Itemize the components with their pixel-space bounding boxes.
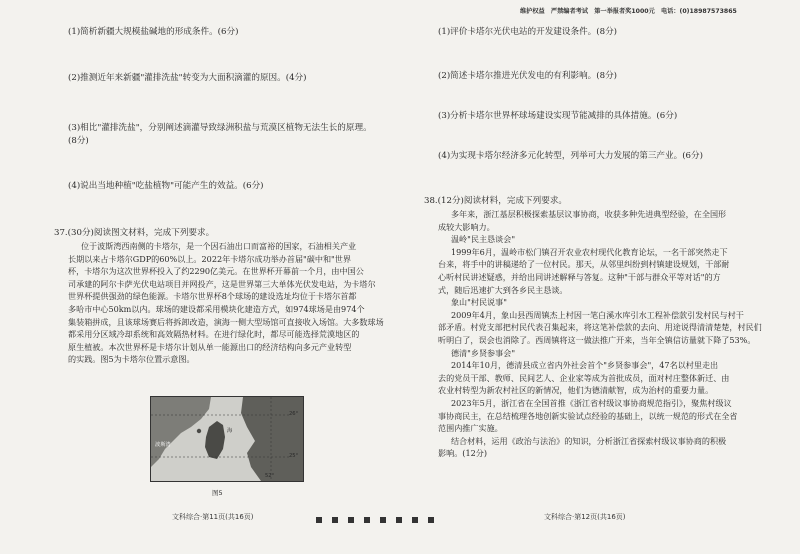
map-longitude-52: 52° <box>265 473 275 479</box>
q38-line: 2014年10月，德清县成立省内外社会首个"乡贤参事会"，47名以村里走出 <box>450 360 719 371</box>
q38-line: 范围内推广实施。 <box>438 423 503 434</box>
q38-subtitle: 温岭"民主恳谈会" <box>450 234 516 245</box>
marker-square <box>412 517 418 523</box>
q37-line: 世界杯提供强劲的绿色能源。卡塔尔世界杯8个球场的建设选址均位于卡塔尔首都 <box>68 291 357 302</box>
right-question-3: (3)分析卡塔尔世界杯球场建设实现节能减排的具体措施。(6分) <box>438 111 678 121</box>
marker-square <box>380 517 386 523</box>
q37-line: 司承建的阿尔卡萨光伏电站项目并网投产，这是世界第三大单体光伏发电站，为卡塔尔 <box>68 278 376 289</box>
q37-line: 集装箱拼成，且该球场赛后将拆卸改造，演海一侧大型场馆可直接收入场馆。大多数球场 <box>68 316 384 327</box>
q38-question: 结合材料，运用《政治与法治》的知识，分析浙江省探索村级议事协商的积极 <box>450 435 727 446</box>
q37-line: 的实践。图5为卡塔尔位置示意图。 <box>68 354 195 365</box>
question-37-material <box>68 240 398 366</box>
marker-square <box>316 517 322 523</box>
left-question-3-line2: (8分) <box>68 136 89 146</box>
left-footer: 文科综合·第11页(共16页) <box>172 513 254 521</box>
marker-square <box>364 517 370 523</box>
header-warning: 维护权益 严禁编者考试 第一举报者奖1000元 电话：(0)18987573865 <box>520 8 737 15</box>
right-question-4: (4)为实现卡塔尔经济多元化转型，列举可大力发展的第三产业。(6分) <box>438 151 703 161</box>
q37-line: 多哈市中心50km以内。球场的建设都采用模块化建造方式，如974球场是由974个 <box>68 303 365 314</box>
q38-line: 事协商民主，在总结梳理各地创新实验试点经验的基础上，以统一规范的形式在全省 <box>438 410 738 421</box>
q37-line: 杯，卡塔尔为这次世界杯投入了约2290亿美元。在世界杯开幕前一个月，由中国公 <box>68 266 364 277</box>
q38-subtitle: 象山"村民说事" <box>450 297 507 308</box>
marker-square <box>396 517 402 523</box>
q38-line: 去的党员干部、教师、民间艺人、企业家等成为首批成员，面对村庄整体新迁、由 <box>438 372 730 383</box>
map-label-gulf: 波斯湾 <box>155 442 171 448</box>
map-label-sea: 海 <box>227 428 233 434</box>
q37-line: 都采用分区域冷却系统和高效隔热材料。在进行绿化时，都尽可能选择荒漠地区的 <box>68 329 360 340</box>
question-38-title: 38.(12分)阅读材料，完成下列要求。 <box>424 196 568 206</box>
qatar-location-map <box>150 396 304 482</box>
q38-line: 心听村民讲述疑惑，并给出同讲述解释与答复。这种"干部与群众平等对话"的方 <box>438 271 721 282</box>
q37-line: 位于波斯湾西南侧的卡塔尔，是一个因石油出口而富裕的国家，石油相关产业 <box>80 241 357 251</box>
marker-square <box>428 517 434 523</box>
q38-line: 台来，将手中的讲稿递给了一位村民。那天，从邻里纠纷到村镇建设规划，干部耐 <box>438 259 730 270</box>
left-question-4: (4)说出当地种植"吃盐植物"可能产生的效益。(6分) <box>68 181 264 191</box>
q38-line: 多年来，浙江基层积极探索基层议事协商，收获多种先进典型经验，在全国形 <box>450 209 727 219</box>
left-question-3-line1: (3)相比"灌排洗盐"，分别阐述滴灌导致绿洲积盐与荒漠区植物无法生长的原理。 <box>68 123 372 133</box>
map-graphic <box>151 397 303 481</box>
q38-line: 式，随后迅速扩大到各乡民主恳谈。 <box>438 284 568 295</box>
left-question-3 <box>68 122 398 148</box>
q38-line: 2023年5月，浙江省在全国首推《浙江省村级议事协商规范指引》，聚焦村级议 <box>450 397 732 408</box>
right-footer: 文科综合·第12页(共16页) <box>544 513 626 521</box>
q38-line: 部矛盾。村党支部把村民代表召集起来，将这笔补偿款的去向、用途说得清清楚楚，村民们 <box>438 322 762 333</box>
q38-question: 影响。(12分) <box>438 448 487 459</box>
q37-line: 原生植被。本次世界杯是卡塔尔计划从单一能源出口的经济结构向多元产业转型 <box>68 341 352 352</box>
q38-subtitle: 德清"乡贤参事会" <box>450 347 516 358</box>
page-marker-squares <box>316 508 444 516</box>
right-question-2: (2)简述卡塔尔推进光伏发电的有利影响。(8分) <box>438 71 618 81</box>
q38-line: 1999年6月，温岭市松门镇召开农业农村现代化教育论坛，一名干部突然走下 <box>450 246 728 257</box>
marker-square <box>348 517 354 523</box>
q38-line: 成较大影响力。 <box>438 221 495 232</box>
figure-caption: 图5 <box>212 489 223 497</box>
q38-line: 农业村转型为新农村社区的新情况，他们为德清献智，成为治村的重要力量。 <box>438 385 714 396</box>
q38-line: 听明白了，误会也消除了。西周镇将这一做法推广开来，当年全镇信访量就下降了53%。 <box>438 334 756 345</box>
q38-line: 2009年4月，象山县西周镇杰上村因一笔白溪水库引水工程补偿款引发村民与村干 <box>450 309 744 320</box>
right-question-1: (1)评价卡塔尔光伏电站的开发建设条件。(8分) <box>438 27 618 37</box>
question-38-material <box>438 208 784 460</box>
question-37-title: 37.(30分)阅读图文材料，完成下列要求。 <box>54 228 215 238</box>
map-latitude-26: 26° <box>289 411 299 417</box>
map-latitude-25: 25° <box>289 453 299 459</box>
marker-square <box>332 517 338 523</box>
left-question-2: (2)推测近年来新疆"灌排洗盐"转变为大面积滴灌的原因。(4分) <box>68 73 307 83</box>
left-question-1: (1)简析新疆大规模盐碱地的形成条件。(6分) <box>68 27 239 37</box>
q37-line: 长期以来占卡塔尔GDP的60%以上。2022年卡塔尔成功举办首届"碳中和"世界 <box>68 253 351 264</box>
